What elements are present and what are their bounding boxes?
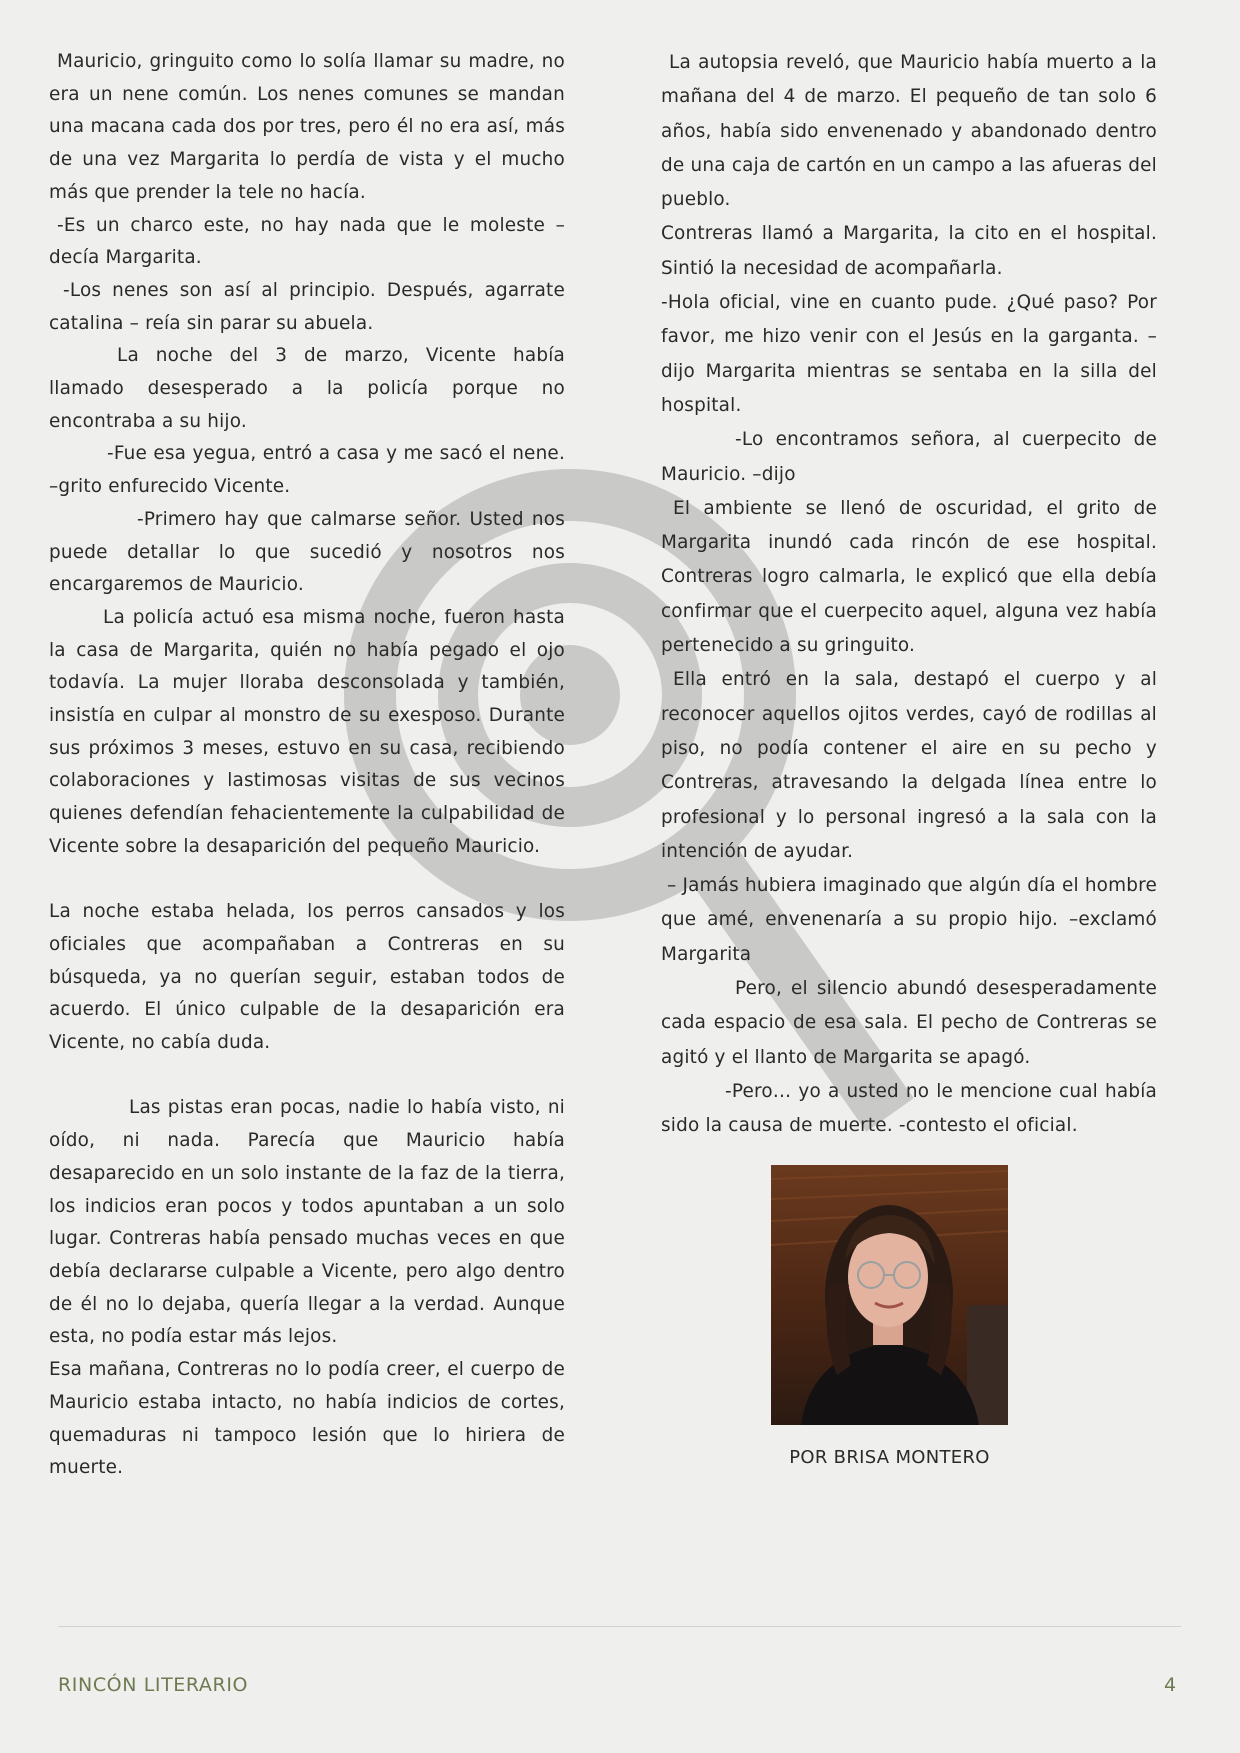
story-paragraph: -Pero… yo a usted no le mencione cual había sido la causa de muerte. -contesto el oficial. xyxy=(661,1080,1157,1137)
story-paragraph: -Es un charco este, no hay nada que le moleste –decía Margarita. xyxy=(49,214,565,269)
story-paragraph: -Fue esa yegua, entró a casa y me sacó el nene. –grito enfurecido Vicente. xyxy=(49,443,565,498)
story-paragraph: -Los nenes son así al principio. Después, agarrate catalina – reía sin parar su abuela. xyxy=(49,279,565,334)
footer-divider xyxy=(58,1626,1181,1627)
story-paragraph: Ella entró en la sala, destapó el cuerpo y al reconocer aquellos ojitos verdes, cayó de rodillas al piso, no podía contener el aire en su pecho y Contreras, atravesando la delgada línea entre lo profesional y lo personal ingresó a la sala con la intención de ayudar. xyxy=(661,669,1157,862)
story-paragraph: -Hola oficial, vine en cuanto pude. ¿Qué paso? Por favor, me hizo venir con el Jesús en la garganta. –dijo Margarita mientras se sentaba en la silla del hospital. xyxy=(661,292,1157,416)
story-paragraph: Pero, el silencio abundó desesperadamente cada espacio de esa sala. El pecho de Contreras se agitó y el llanto de Margarita se apagó. xyxy=(661,978,1157,1068)
story-paragraph: La policía actuó esa misma noche, fueron hasta la casa de Margarita, quién no había pegado el ojo todavía. La mujer lloraba desconsolada y también, insistía en culpar al monstro de su exesposo. Durante sus próximos 3 meses, estuvo en su casa, recibiendo colaboraciones y lastimosas visitas de sus vecinos quienes defendían fehacientemente la culpabilidad de Vicente sobre la desaparición del pequeño Mauricio. xyxy=(49,606,565,857)
story-paragraph: Esa mañana, Contreras no lo podía creer, el cuerpo de Mauricio estaba intacto, no había indicios de cortes, quemaduras ni tampoco lesión que lo hiriera de muerte. xyxy=(49,1359,565,1479)
story-paragraph: La autopsia reveló, que Mauricio había muerto a la mañana del 4 de marzo. El pequeño de tan solo 6 años, había sido envenenado y abandonado dentro de una caja de cartón en un campo a las afueras del pueblo. xyxy=(661,52,1157,211)
story-column-right xyxy=(661,46,1157,1144)
story-paragraph: Contreras llamó a Margarita, la cito en el hospital. Sintió la necesidad de acompañarla. xyxy=(661,223,1157,279)
page-number: 4 xyxy=(1164,1674,1177,1696)
story-paragraph: -Primero hay que calmarse señor. Usted nos puede detallar lo que sucedió y nosotros nos encargaremos de Mauricio. xyxy=(49,508,565,596)
story-paragraph: – Jamás hubiera imaginado que algún día el hombre que amé, envenenaría a su propio hijo. –exclamó Margarita xyxy=(661,875,1157,965)
section-title: RINCÓN LITERARIO xyxy=(58,1674,249,1696)
story-column-left xyxy=(49,46,565,1485)
story-paragraph: Mauricio, gringuito como lo solía llamar su madre, no era un nene común. Los nenes comunes se mandan una macana cada dos por tres, pero él no era así, más de una vez Margarita lo perdía de vista y el mucho más que prender la tele no hacía. xyxy=(49,51,565,203)
story-paragraph: La noche del 3 de marzo, Vicente había llamado desesperado a la policía porque no encontraba a su hijo. xyxy=(49,345,565,432)
story-paragraph: El ambiente se llenó de oscuridad, el grito de Margarita inundó cada rincón de ese hospital. Contreras logro calmarla, le explicó que ella debía confirmar que el cuerpecito aquel, alguna vez había pertenecido a su gringuito. xyxy=(661,497,1157,657)
story-paragraph: -Lo encontramos señora, al cuerpecito de Mauricio. –dijo xyxy=(661,429,1157,485)
story-paragraph: Las pistas eran pocas, nadie lo había visto, ni oído, ni nada. Parecía que Mauricio había desaparecido en un solo instante de la faz de la tierra, los indicios eran pocos y todos apuntaban a un solo lugar. Contreras había pensado muchas veces en que debía declararse culpable a Vicente, pero algo dentro de él no lo dejaba, quería llegar a la verdad. Aunque esta, no podía estar más lejos. xyxy=(49,1097,565,1348)
author-photo xyxy=(771,1165,1008,1425)
author-byline: POR BRISA MONTERO xyxy=(789,1447,990,1468)
story-paragraph: La noche estaba helada, los perros cansados y los oficiales que acompañaban a Contreras en su búsqueda, ya no querían seguir, estaban todos de acuerdo. El único culpable de la desaparición era Vicente, no cabía duda. xyxy=(49,901,565,1054)
